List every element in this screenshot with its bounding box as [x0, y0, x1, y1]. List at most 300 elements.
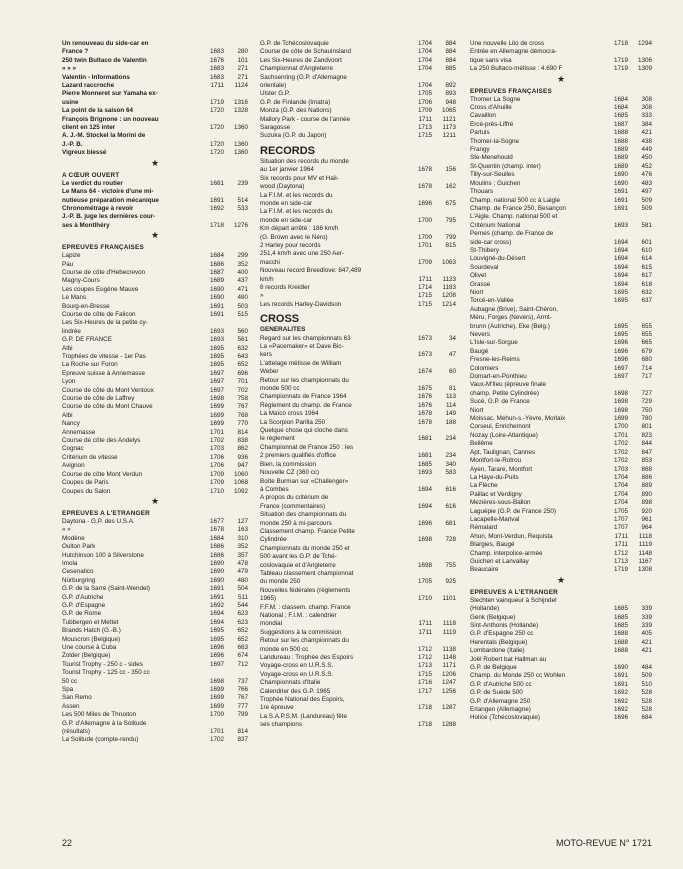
page-ref: 885: [445, 65, 456, 73]
index-entry: [62, 141, 248, 149]
page-ref: 936: [237, 453, 248, 461]
entry-title: François Brignone : un nouveau: [62, 115, 159, 123]
issue-number: 1702: [613, 457, 628, 465]
issue-number: 1685: [613, 112, 628, 120]
index-entry: [260, 435, 456, 443]
entry-title: Champ. national 500 cc à Laigle: [470, 196, 560, 204]
entry-title: Frangy: [470, 146, 490, 154]
entry-title: A. J.-M. Stockel la Morini de: [62, 132, 146, 140]
index-entry: [260, 259, 456, 267]
entry-title: à Combes: [260, 485, 289, 493]
index-entry: [470, 482, 652, 490]
issue-number: 1689: [613, 146, 628, 154]
entry-title: 8 records Kreidler: [260, 283, 310, 291]
section-heading: CROSS: [260, 313, 300, 326]
issue-number: 1719: [613, 56, 628, 64]
page-ref: [432, 587, 456, 595]
entry-title: Course de côte de Falicon: [62, 310, 136, 318]
index-entry: [62, 353, 248, 361]
issue-number: 1701: [613, 431, 628, 439]
star-divider-icon: ★: [556, 574, 566, 585]
issue-number: 1715: [417, 670, 432, 678]
index-entry: [62, 345, 248, 353]
index-entry: [470, 550, 652, 558]
index-entry: [260, 604, 456, 612]
issue-number: 1685: [613, 622, 628, 629]
entry-title: La F.I.M. et les records du: [260, 208, 333, 216]
page-ref: [432, 250, 456, 258]
page-ref: 681: [445, 519, 456, 527]
issue-number: 1712: [417, 645, 432, 653]
issue-number: 1713: [613, 557, 628, 565]
page-ref: 616: [445, 502, 456, 510]
page-ref: [224, 188, 248, 196]
issue-number: 1703: [209, 445, 224, 453]
entry-title: Coupes du Salon: [62, 487, 111, 495]
page-ref: 47: [448, 351, 456, 359]
issue-number: 1716: [417, 679, 432, 687]
page-ref: 1360: [233, 124, 248, 132]
page-ref: [224, 213, 248, 221]
issue-number: [408, 427, 432, 435]
issue-number: 1713: [417, 662, 432, 670]
issue-number: 1712: [613, 549, 628, 557]
issue-number: 1702: [613, 448, 628, 456]
index-entry: [260, 368, 456, 376]
entry-title: Vigreux blessé: [62, 149, 107, 157]
entry-title: Lyon: [62, 378, 76, 386]
index-entry: [470, 605, 652, 613]
entry-title: lindrée: [62, 327, 81, 335]
issue-number: 1681: [209, 179, 224, 187]
issue-number: 1698: [417, 561, 432, 569]
entry-title: monde 250 à mi-parcours: [260, 519, 332, 527]
entry-title: Ercé-près-Liffré: [470, 120, 514, 128]
issue-number: 1710: [417, 595, 432, 603]
issue-number: 1704: [613, 490, 628, 498]
issue-number: [408, 637, 432, 645]
entry-title: Nouvelle CZ (360 cc): [260, 469, 320, 477]
page-ref: 868: [641, 465, 652, 473]
entry-title: Entrée en Allemagne démocra-: [470, 48, 557, 56]
entry-title: Apt, Taulignan, Cannes: [470, 448, 535, 456]
issue-number: 1715: [417, 132, 432, 140]
category-heading: EPREUVES FRANÇAISES: [62, 244, 144, 252]
issue-number: 1678: [417, 183, 432, 191]
issue-number: [200, 188, 224, 196]
issue-number: 1700: [417, 216, 432, 224]
page-ref: 898: [641, 499, 652, 507]
page-ref: 271: [237, 65, 248, 73]
index-entry: [260, 713, 456, 721]
issue-number: 1697: [613, 373, 628, 381]
page-ref: 1060: [233, 470, 248, 478]
entry-title: Sucé, G.P. de France: [470, 398, 530, 406]
index-entry: [62, 445, 248, 453]
index-entry: [62, 420, 248, 428]
page-ref: 581: [641, 221, 652, 229]
page-ref: [432, 74, 456, 82]
issue-number: 1699: [209, 686, 224, 694]
index-entry: [470, 524, 652, 532]
entry-title: St-Quentin (champ. inter): [470, 162, 541, 170]
index-entry: [260, 99, 456, 107]
page-ref: 1247: [441, 679, 456, 687]
page-ref: 1276: [233, 221, 248, 229]
index-entry: [62, 205, 248, 213]
entry-title: Herentals (Belgique): [470, 638, 528, 646]
issue-number: [408, 444, 432, 452]
index-entry: [260, 688, 456, 696]
index-entry: [470, 121, 652, 129]
index-entry: [260, 503, 456, 511]
index-entry: [470, 630, 652, 638]
index-entry: [62, 678, 248, 686]
page-ref: 484: [641, 664, 652, 672]
issue-number: 1709: [209, 470, 224, 478]
page-ref: [224, 90, 248, 98]
index-entry: [470, 57, 652, 65]
index-entry: [470, 356, 652, 364]
issue-number: 1690: [209, 294, 224, 302]
index-entry: [62, 188, 248, 196]
issue-number: 1678: [417, 418, 432, 426]
index-entry: [470, 449, 652, 457]
index-entry: [260, 200, 456, 208]
index-entry: [260, 351, 456, 359]
page-ref: 961: [641, 515, 652, 523]
page-ref: 162: [445, 183, 456, 191]
issue-number: 1698: [209, 395, 224, 403]
index-entry: [470, 698, 652, 706]
page-ref: 618: [641, 280, 652, 288]
entry-title: Ahun, Mont-Verdun, Requista: [470, 532, 553, 540]
issue-number: 1699: [209, 411, 224, 419]
entry-title: 1re épreuve: [260, 704, 294, 712]
entry-title: Nancy: [62, 420, 80, 428]
index-entry: [62, 40, 248, 48]
page-ref: 1118: [638, 532, 652, 540]
issue-number: 1691: [613, 204, 628, 212]
page-ref: 886: [641, 473, 652, 481]
entry-title: wood (Daytona): [260, 183, 305, 191]
issue-number: 1690: [209, 568, 224, 576]
issue-number: 1694: [209, 618, 224, 626]
entry-title: G.P. d'Allemagne 250: [470, 697, 531, 705]
issue-number: 1693: [209, 336, 224, 344]
entry-title: Cross d'Ahuille: [470, 104, 512, 112]
entry-title: National ; F.I.M. : calendrier: [260, 612, 337, 619]
issue-number: 1720: [209, 149, 224, 157]
entry-title: Les records Harley-Davidson: [260, 300, 342, 308]
index-entry: [470, 466, 652, 474]
entry-title: Championnats du monde 250 et: [260, 544, 350, 552]
issue-number: 1706: [209, 453, 224, 461]
page-ref: 452: [641, 162, 652, 170]
page-ref: 163: [237, 526, 248, 534]
entry-title: Colomiers: [470, 364, 499, 372]
page-ref: 60: [448, 368, 456, 376]
page-ref: 637: [641, 297, 652, 305]
section-heading: RECORDS: [260, 144, 316, 157]
entry-title: G.P. d'Espagne 250 cc: [470, 630, 534, 638]
index-entry: [260, 478, 456, 486]
entry-title: G.P. de la Sarre (Saint-Wendel): [62, 585, 150, 593]
index-entry: [470, 197, 652, 205]
index-entry: [470, 390, 652, 398]
issue-number: 1690: [209, 559, 224, 567]
page-ref: 1119: [442, 628, 456, 636]
page-ref: 509: [641, 196, 652, 204]
page-ref: 101: [237, 56, 248, 64]
issue-number: 1703: [613, 465, 628, 473]
entry-title: Saragosse: [260, 124, 291, 132]
entry-title: » »: [62, 526, 71, 534]
issue-number: 1711: [614, 541, 628, 549]
page-ref: [432, 175, 456, 183]
issue-number: 1695: [613, 288, 628, 296]
index-entry: [470, 491, 652, 499]
issue-number: 1701: [209, 728, 224, 736]
issue-number: 1691: [209, 302, 224, 310]
issue-number: 1685: [417, 460, 432, 468]
page-ref: 964: [641, 524, 652, 532]
entry-title: Championnat de France 250 : les: [260, 443, 354, 451]
issue-number: [408, 225, 432, 233]
page-ref: [628, 230, 652, 238]
issue-number: [200, 116, 224, 124]
index-entry: [260, 528, 456, 536]
entry-title: 251,4 km/h avec une 250 Aer-: [260, 250, 345, 258]
index-entry: [260, 721, 456, 729]
issue-number: 1695: [209, 627, 224, 635]
issue-number: 1720: [209, 140, 224, 148]
issue-number: 1701: [417, 241, 432, 249]
issue-number: 1711: [418, 275, 432, 283]
issue-number: 1687: [209, 268, 224, 276]
entry-title: »: [260, 292, 264, 300]
index-entry: [470, 516, 652, 524]
issue-number: 1691: [613, 680, 628, 688]
index-entry: [62, 336, 248, 344]
entry-title: Boîte Burman sur «Challenger»: [260, 477, 349, 485]
page-ref: 814: [237, 728, 248, 736]
index-entry: [470, 163, 652, 171]
issue-number: 1707: [613, 515, 628, 523]
page-ref: 948: [445, 98, 456, 106]
page-ref: 799: [237, 711, 248, 719]
page-ref: 768: [237, 411, 248, 419]
index-entry: [260, 427, 456, 435]
index-entry: [62, 462, 248, 470]
entry-title: Champ. de France 250, Besançon: [470, 204, 566, 212]
issue-number: 1711: [210, 82, 224, 90]
page-ref: 616: [445, 485, 456, 493]
issue-number: [200, 90, 224, 98]
index-entry: [62, 294, 248, 302]
page-ref: 1288: [441, 721, 456, 729]
issue-number: 1718: [613, 40, 628, 47]
entry-title: J.-P. B. juge les dernières cour-: [62, 213, 156, 221]
page-ref: 310: [237, 534, 248, 542]
entry-title: Thouars: [470, 188, 494, 196]
page-ref: 1360: [233, 140, 248, 148]
issue-number: 1691: [613, 188, 628, 196]
entry-title: Albi: [62, 344, 73, 352]
index-column-2: [260, 40, 456, 730]
issue-number: 1689: [613, 162, 628, 170]
issue-number: 1720: [209, 107, 224, 115]
index-entry: [470, 314, 652, 322]
index-entry: [260, 469, 456, 477]
index-entry: [470, 432, 652, 440]
issue-number: 1719: [613, 566, 628, 574]
entry-title: A propos du critérium de: [260, 494, 329, 502]
issue-number: 1673: [417, 334, 432, 342]
issue-number: 1695: [209, 353, 224, 360]
page-ref: 920: [641, 507, 652, 515]
issue-number: 1696: [613, 347, 628, 355]
index-entry: [260, 335, 456, 343]
issue-number: [408, 570, 432, 578]
page-ref: 1256: [441, 687, 456, 695]
entry-title: Hutchinson 100 à Silverstone: [62, 551, 144, 559]
page-ref: 234: [445, 435, 456, 443]
page-ref: 1092: [233, 487, 248, 495]
index-entry: [260, 284, 456, 292]
page-ref: [432, 444, 456, 452]
entry-title: La Roche sur Foron: [62, 361, 118, 369]
index-entry: [470, 440, 652, 448]
entry-title: Voyage-cross en U.R.S.S.: [260, 662, 334, 670]
issue-number: 1686: [209, 260, 224, 268]
page-ref: 1119: [638, 541, 652, 549]
index-entry: [260, 385, 456, 393]
page-ref: 384: [641, 120, 652, 128]
issue-number: 1700: [613, 423, 628, 431]
page-ref: 770: [237, 420, 248, 428]
magazine-issue: MOTO-REVUE N° 1721: [556, 838, 652, 848]
page-ref: 674: [237, 652, 248, 660]
entry-title: Nevers: [470, 331, 490, 338]
page-ref: 34: [448, 334, 456, 342]
page-ref: 510: [641, 680, 652, 688]
index-entry: [62, 303, 248, 311]
page-ref: 1294: [637, 40, 652, 47]
index-entry: [260, 40, 456, 48]
entry-title: coslovaquie et d'Angleterre: [260, 561, 336, 569]
issue-number: [200, 669, 224, 677]
entry-title: Championnats d'Italie: [260, 679, 321, 687]
page-ref: 729: [641, 398, 652, 406]
entry-title: Lacapelle-Marival: [470, 515, 520, 523]
entry-title: Genk (Belgique): [470, 613, 516, 621]
page-ref: 476: [641, 171, 652, 179]
issue-number: [408, 250, 432, 258]
page-ref: 801: [641, 423, 652, 431]
entry-title: Situation des championnats du: [260, 511, 347, 519]
entry-title: Nouveau record Breedlove: 847,489: [260, 267, 362, 275]
index-entry: [260, 520, 456, 528]
page-ref: 1065: [441, 107, 456, 115]
page-ref: [628, 656, 652, 664]
entry-title: Moissac, Mehun-s.-Yèvre, Morlaix: [470, 415, 566, 423]
index-entry: [470, 423, 652, 431]
issue-number: 1697: [209, 369, 224, 377]
entry-title: G.P. d'Autriche: [62, 593, 104, 601]
issue-number: 1676: [417, 401, 432, 409]
index-entry: [470, 365, 652, 373]
index-entry: [62, 180, 248, 188]
issue-number: [408, 587, 432, 595]
issue-number: 1696: [613, 356, 628, 364]
index-entry: [470, 104, 652, 112]
index-entry: [470, 272, 652, 280]
index-entry: [260, 183, 456, 191]
entry-title: Holice (Tchécoslovaquie): [470, 714, 540, 722]
index-entry: [470, 689, 652, 697]
index-entry: [62, 728, 248, 736]
issue-number: 1694: [209, 610, 224, 618]
entry-title: Championnats de France 1964: [260, 393, 347, 401]
index-entry: [62, 454, 248, 462]
index-entry: [470, 154, 652, 162]
entry-title: Suzuka (G.P. du Japon): [260, 132, 327, 140]
page-ref: [628, 213, 652, 221]
entry-title: Ulster G.P.: [260, 90, 290, 98]
page-ref: 339: [641, 622, 652, 629]
index-entry: [470, 205, 652, 213]
issue-number: 1694: [613, 272, 628, 280]
entry-title: Méru, Forges (Nevers), Armt-: [470, 314, 552, 322]
issue-number: 1691: [209, 196, 224, 204]
index-entry: [260, 461, 456, 469]
issue-number: 1683: [209, 73, 224, 81]
page-ref: [432, 478, 456, 486]
page-ref: 483: [641, 179, 652, 187]
issue-number: [408, 494, 432, 502]
page-ref: 665: [641, 339, 652, 347]
entry-title: Lazard raccroche: [62, 82, 115, 90]
index-entry: [62, 644, 248, 652]
entry-title: Ayen, Tarare, Montfort: [470, 465, 533, 473]
page-ref: 1173: [442, 124, 456, 132]
index-entry: [470, 112, 652, 120]
index-entry: [470, 281, 652, 289]
page-ref: 188: [445, 418, 456, 426]
page-ref: 81: [448, 385, 456, 393]
issue-number: 1684: [613, 95, 628, 103]
index-entry: [470, 331, 652, 339]
index-entry: [62, 471, 248, 479]
entry-title: Ste-Menehould: [470, 154, 513, 162]
issue-number: 1704: [417, 40, 432, 47]
page-ref: 1063: [441, 258, 456, 266]
page-ref: 766: [237, 686, 248, 694]
page-ref: 632: [237, 344, 248, 352]
page-ref: 234: [445, 452, 456, 460]
issue-number: 1720: [209, 124, 224, 132]
issue-number: 1692: [209, 601, 224, 609]
index-entry: [260, 587, 456, 595]
page-ref: 1101: [442, 595, 456, 603]
index-entry: [470, 398, 652, 406]
entry-title: Corseul, Enrichemont: [470, 423, 531, 431]
index-entry: [470, 647, 652, 655]
index-entry: [260, 654, 456, 662]
issue-number: [408, 175, 432, 183]
index-entry: [470, 533, 652, 541]
